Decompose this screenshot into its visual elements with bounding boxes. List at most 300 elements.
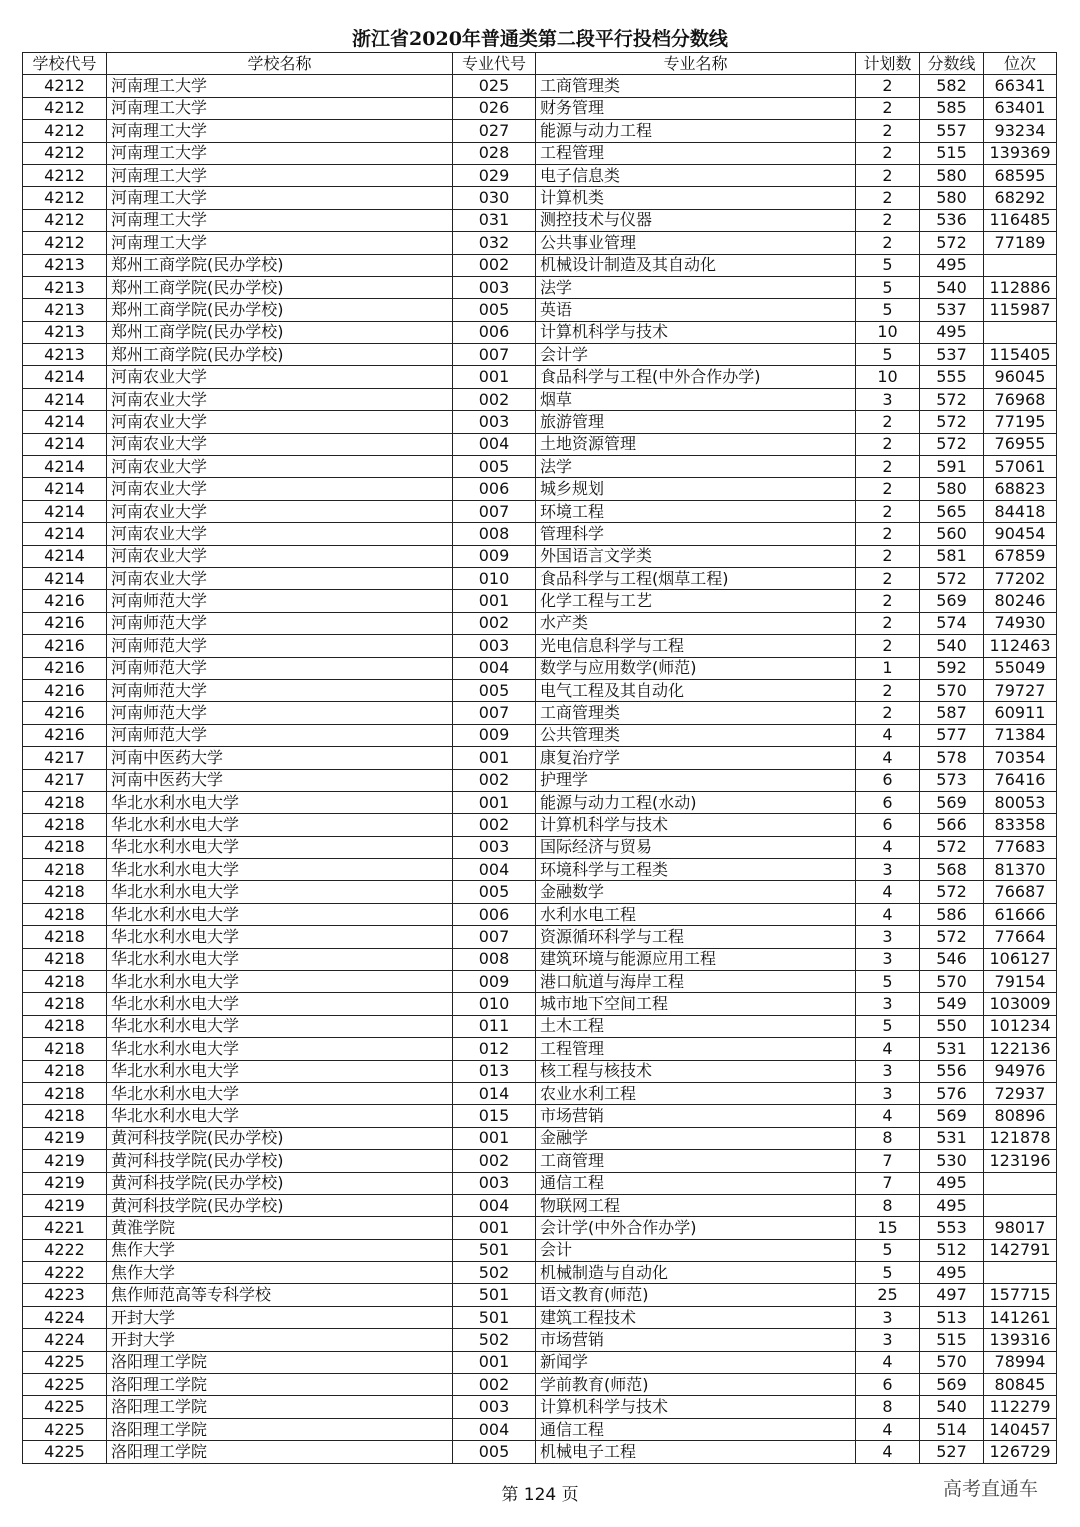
table-row — [23, 142, 1057, 164]
score-line-cell: 592 — [920, 657, 984, 679]
major-name-cell: 农业水利工程 — [536, 1082, 856, 1104]
school-name-cell: 河南理工大学 — [107, 142, 453, 164]
major-code-cell: 005 — [453, 299, 536, 321]
major-name-cell: 公共管理类 — [536, 724, 856, 746]
plan-count-cell: 3 — [856, 1329, 920, 1351]
major-code-cell: 004 — [453, 859, 536, 881]
school-code-cell: 4216 — [23, 635, 107, 657]
plan-count-cell: 3 — [856, 859, 920, 881]
rank-cell: 76416 — [984, 769, 1057, 791]
school-code-cell: 4225 — [23, 1441, 107, 1463]
brand-watermark: 高考直通车 — [943, 1478, 1039, 1500]
table-row — [23, 1150, 1057, 1172]
major-code-cell: 002 — [453, 1374, 536, 1396]
plan-count-cell: 5 — [856, 299, 920, 321]
school-name-cell: 洛阳理工学院 — [107, 1396, 453, 1418]
major-name-cell: 食品科学与工程(烟草工程) — [536, 567, 856, 589]
major-code-cell: 029 — [453, 164, 536, 186]
plan-count-cell: 4 — [856, 836, 920, 858]
school-name-cell: 河南师范大学 — [107, 590, 453, 612]
table-row — [23, 433, 1057, 455]
rank-cell: 61666 — [984, 903, 1057, 925]
table-row — [23, 1038, 1057, 1060]
rank-cell: 81370 — [984, 859, 1057, 881]
plan-count-cell: 2 — [856, 232, 920, 254]
score-line-cell: 530 — [920, 1150, 984, 1172]
school-name-cell: 黄河科技学院(民办学校) — [107, 1127, 453, 1149]
major-code-cell: 001 — [453, 1351, 536, 1373]
plan-count-cell: 3 — [856, 1306, 920, 1328]
table-row — [23, 411, 1057, 433]
school-name-cell: 华北水利水电大学 — [107, 1015, 453, 1037]
plan-count-cell: 5 — [856, 1015, 920, 1037]
table-row — [23, 1217, 1057, 1239]
score-line-cell: 553 — [920, 1217, 984, 1239]
table-row — [23, 321, 1057, 343]
score-line-cell: 572 — [920, 881, 984, 903]
school-code-cell: 4219 — [23, 1150, 107, 1172]
school-name-cell: 河南农业大学 — [107, 433, 453, 455]
major-code-cell: 006 — [453, 903, 536, 925]
school-code-cell: 4222 — [23, 1239, 107, 1261]
plan-count-cell: 5 — [856, 254, 920, 276]
score-line-cell: 591 — [920, 456, 984, 478]
major-name-cell: 土地资源管理 — [536, 433, 856, 455]
major-name-cell: 化学工程与工艺 — [536, 590, 856, 612]
table-row — [23, 1396, 1057, 1418]
rank-cell: 76968 — [984, 388, 1057, 410]
school-code-cell: 4221 — [23, 1217, 107, 1239]
rank-cell — [984, 1172, 1057, 1194]
plan-count-cell: 2 — [856, 164, 920, 186]
plan-count-cell: 4 — [856, 747, 920, 769]
major-name-cell: 通信工程 — [536, 1418, 856, 1440]
school-code-cell: 4214 — [23, 433, 107, 455]
header-major-code: 专业代号 — [453, 53, 536, 75]
school-code-cell: 4214 — [23, 411, 107, 433]
school-name-cell: 郑州工商学院(民办学校) — [107, 276, 453, 298]
major-code-cell: 006 — [453, 321, 536, 343]
school-name-cell: 华北水利水电大学 — [107, 971, 453, 993]
table-body — [23, 75, 1057, 1463]
table-row — [23, 702, 1057, 724]
table-row — [23, 1351, 1057, 1373]
major-code-cell: 005 — [453, 679, 536, 701]
score-line-cell: 546 — [920, 948, 984, 970]
school-code-cell: 4216 — [23, 702, 107, 724]
score-line-cell: 585 — [920, 97, 984, 119]
school-code-cell: 4219 — [23, 1127, 107, 1149]
plan-count-cell: 7 — [856, 1172, 920, 1194]
plan-count-cell: 2 — [856, 612, 920, 634]
major-name-cell: 康复治疗学 — [536, 747, 856, 769]
school-name-cell: 河南农业大学 — [107, 523, 453, 545]
school-code-cell: 4225 — [23, 1374, 107, 1396]
school-code-cell: 4214 — [23, 523, 107, 545]
school-name-cell: 华北水利水电大学 — [107, 881, 453, 903]
rank-cell: 63401 — [984, 97, 1057, 119]
major-code-cell: 007 — [453, 500, 536, 522]
score-line-cell: 580 — [920, 478, 984, 500]
table-row — [23, 724, 1057, 746]
major-name-cell: 法学 — [536, 276, 856, 298]
plan-count-cell: 2 — [856, 120, 920, 142]
school-code-cell: 4225 — [23, 1351, 107, 1373]
school-code-cell: 4212 — [23, 164, 107, 186]
major-code-cell: 003 — [453, 1396, 536, 1418]
rank-cell: 77202 — [984, 567, 1057, 589]
major-code-cell: 005 — [453, 456, 536, 478]
rank-cell: 139369 — [984, 142, 1057, 164]
major-name-cell: 国际经济与贸易 — [536, 836, 856, 858]
rank-cell: 123196 — [984, 1150, 1057, 1172]
rank-cell: 140457 — [984, 1418, 1057, 1440]
plan-count-cell: 5 — [856, 971, 920, 993]
table-row — [23, 881, 1057, 903]
plan-count-cell: 2 — [856, 142, 920, 164]
major-code-cell: 027 — [453, 120, 536, 142]
rank-cell: 77195 — [984, 411, 1057, 433]
rank-cell: 77189 — [984, 232, 1057, 254]
major-name-cell: 会计 — [536, 1239, 856, 1261]
score-line-cell: 570 — [920, 1351, 984, 1373]
rank-cell: 142791 — [984, 1239, 1057, 1261]
major-code-cell: 501 — [453, 1284, 536, 1306]
school-name-cell: 郑州工商学院(民办学校) — [107, 254, 453, 276]
school-code-cell: 4218 — [23, 836, 107, 858]
major-code-cell: 501 — [453, 1239, 536, 1261]
major-name-cell: 外国语言文学类 — [536, 545, 856, 567]
table-row — [23, 1127, 1057, 1149]
major-name-cell: 光电信息科学与工程 — [536, 635, 856, 657]
plan-count-cell: 2 — [856, 411, 920, 433]
table-row — [23, 1172, 1057, 1194]
plan-count-cell: 1 — [856, 657, 920, 679]
rank-cell: 121878 — [984, 1127, 1057, 1149]
school-name-cell: 华北水利水电大学 — [107, 993, 453, 1015]
plan-count-cell: 3 — [856, 948, 920, 970]
score-line-cell: 565 — [920, 500, 984, 522]
school-name-cell: 华北水利水电大学 — [107, 836, 453, 858]
major-code-cell: 004 — [453, 1418, 536, 1440]
school-name-cell: 华北水利水电大学 — [107, 1038, 453, 1060]
school-name-cell: 河南中医药大学 — [107, 747, 453, 769]
score-line-cell: 580 — [920, 187, 984, 209]
plan-count-cell: 4 — [856, 1418, 920, 1440]
major-code-cell: 005 — [453, 1441, 536, 1463]
major-code-cell: 502 — [453, 1329, 536, 1351]
major-name-cell: 城市地下空间工程 — [536, 993, 856, 1015]
plan-count-cell: 4 — [856, 724, 920, 746]
table-row — [23, 276, 1057, 298]
major-name-cell: 会计学 — [536, 344, 856, 366]
school-name-cell: 华北水利水电大学 — [107, 814, 453, 836]
major-code-cell: 003 — [453, 836, 536, 858]
score-line-cell: 572 — [920, 926, 984, 948]
school-name-cell: 河南师范大学 — [107, 724, 453, 746]
table-row — [23, 232, 1057, 254]
table-header-row — [23, 53, 1057, 75]
school-code-cell: 4218 — [23, 926, 107, 948]
rank-cell: 157715 — [984, 1284, 1057, 1306]
major-code-cell: 003 — [453, 276, 536, 298]
table-row — [23, 1060, 1057, 1082]
rank-cell: 77683 — [984, 836, 1057, 858]
table-row — [23, 1418, 1057, 1440]
major-code-cell: 028 — [453, 142, 536, 164]
school-name-cell: 洛阳理工学院 — [107, 1351, 453, 1373]
table-row — [23, 254, 1057, 276]
score-line-cell: 560 — [920, 523, 984, 545]
school-code-cell: 4219 — [23, 1172, 107, 1194]
rank-cell: 94976 — [984, 1060, 1057, 1082]
school-name-cell: 郑州工商学院(民办学校) — [107, 344, 453, 366]
school-code-cell: 4213 — [23, 254, 107, 276]
major-code-cell: 009 — [453, 545, 536, 567]
plan-count-cell: 3 — [856, 993, 920, 1015]
school-name-cell: 河南理工大学 — [107, 75, 453, 97]
school-name-cell: 河南理工大学 — [107, 232, 453, 254]
major-code-cell: 004 — [453, 657, 536, 679]
school-code-cell: 4212 — [23, 187, 107, 209]
major-name-cell: 机械设计制造及其自动化 — [536, 254, 856, 276]
rank-cell: 66341 — [984, 75, 1057, 97]
major-name-cell: 计算机科学与技术 — [536, 1396, 856, 1418]
page-number: 第 124 页 — [501, 1485, 579, 1505]
major-name-cell: 市场营销 — [536, 1105, 856, 1127]
school-code-cell: 4213 — [23, 344, 107, 366]
major-code-cell: 002 — [453, 1150, 536, 1172]
table-row — [23, 1262, 1057, 1284]
school-name-cell: 河南农业大学 — [107, 456, 453, 478]
school-code-cell: 4214 — [23, 366, 107, 388]
school-code-cell: 4213 — [23, 276, 107, 298]
score-line-cell: 495 — [920, 1172, 984, 1194]
major-code-cell: 002 — [453, 814, 536, 836]
table-row — [23, 75, 1057, 97]
major-code-cell: 006 — [453, 478, 536, 500]
plan-count-cell: 4 — [856, 1351, 920, 1373]
major-name-cell: 法学 — [536, 456, 856, 478]
plan-count-cell: 2 — [856, 209, 920, 231]
major-name-cell: 护理学 — [536, 769, 856, 791]
major-name-cell: 会计学(中外合作办学) — [536, 1217, 856, 1239]
table-row — [23, 299, 1057, 321]
table-row — [23, 1194, 1057, 1216]
major-code-cell: 001 — [453, 590, 536, 612]
rank-cell: 112279 — [984, 1396, 1057, 1418]
school-name-cell: 焦作师范高等专科学校 — [107, 1284, 453, 1306]
table-row — [23, 926, 1057, 948]
rank-cell: 71384 — [984, 724, 1057, 746]
school-code-cell: 4216 — [23, 590, 107, 612]
school-name-cell: 开封大学 — [107, 1306, 453, 1328]
plan-count-cell: 4 — [856, 903, 920, 925]
school-name-cell: 河南农业大学 — [107, 545, 453, 567]
school-name-cell: 河南师范大学 — [107, 612, 453, 634]
plan-count-cell: 4 — [856, 1038, 920, 1060]
table-row — [23, 791, 1057, 813]
major-name-cell: 城乡规划 — [536, 478, 856, 500]
score-line-cell: 540 — [920, 276, 984, 298]
school-name-cell: 河南师范大学 — [107, 657, 453, 679]
plan-count-cell: 4 — [856, 1441, 920, 1463]
rank-cell: 80896 — [984, 1105, 1057, 1127]
major-name-cell: 管理科学 — [536, 523, 856, 545]
plan-count-cell: 4 — [856, 1105, 920, 1127]
rank-cell: 98017 — [984, 1217, 1057, 1239]
plan-count-cell: 8 — [856, 1127, 920, 1149]
school-code-cell: 4214 — [23, 478, 107, 500]
score-line-cell: 570 — [920, 679, 984, 701]
major-name-cell: 工商管理类 — [536, 75, 856, 97]
school-name-cell: 河南师范大学 — [107, 635, 453, 657]
major-name-cell: 市场营销 — [536, 1329, 856, 1351]
score-line-cell: 536 — [920, 209, 984, 231]
major-code-cell: 001 — [453, 791, 536, 813]
table-row — [23, 657, 1057, 679]
school-name-cell: 河南师范大学 — [107, 679, 453, 701]
rank-cell: 79727 — [984, 679, 1057, 701]
rank-cell — [984, 1262, 1057, 1284]
table-row — [23, 590, 1057, 612]
school-name-cell: 华北水利水电大学 — [107, 1060, 453, 1082]
rank-cell: 78994 — [984, 1351, 1057, 1373]
school-code-cell: 4217 — [23, 747, 107, 769]
school-code-cell: 4218 — [23, 814, 107, 836]
school-name-cell: 河南农业大学 — [107, 478, 453, 500]
school-code-cell: 4218 — [23, 993, 107, 1015]
score-line-cell: 514 — [920, 1418, 984, 1440]
school-code-cell: 4213 — [23, 299, 107, 321]
major-code-cell: 008 — [453, 523, 536, 545]
major-code-cell: 502 — [453, 1262, 536, 1284]
rank-cell: 67859 — [984, 545, 1057, 567]
table-row — [23, 120, 1057, 142]
table-row — [23, 545, 1057, 567]
score-line-cell: 581 — [920, 545, 984, 567]
major-name-cell: 电子信息类 — [536, 164, 856, 186]
school-name-cell: 河南理工大学 — [107, 209, 453, 231]
plan-count-cell: 2 — [856, 97, 920, 119]
major-name-cell: 烟草 — [536, 388, 856, 410]
school-name-cell: 河南农业大学 — [107, 388, 453, 410]
score-line-cell: 572 — [920, 232, 984, 254]
table-row — [23, 388, 1057, 410]
rank-cell: 101234 — [984, 1015, 1057, 1037]
rank-cell: 115987 — [984, 299, 1057, 321]
major-code-cell: 012 — [453, 1038, 536, 1060]
score-line-cell: 572 — [920, 433, 984, 455]
score-line-cell: 569 — [920, 590, 984, 612]
plan-count-cell: 6 — [856, 814, 920, 836]
table-row — [23, 903, 1057, 925]
plan-count-cell: 3 — [856, 1060, 920, 1082]
major-code-cell: 008 — [453, 948, 536, 970]
table-row — [23, 97, 1057, 119]
major-name-cell: 语文教育(师范) — [536, 1284, 856, 1306]
plan-count-cell: 15 — [856, 1217, 920, 1239]
major-name-cell: 建筑环境与能源应用工程 — [536, 948, 856, 970]
major-code-cell: 009 — [453, 971, 536, 993]
school-name-cell: 华北水利水电大学 — [107, 903, 453, 925]
school-code-cell: 4212 — [23, 232, 107, 254]
score-line-cell: 513 — [920, 1306, 984, 1328]
school-code-cell: 4218 — [23, 971, 107, 993]
rank-cell: 90454 — [984, 523, 1057, 545]
school-name-cell: 焦作大学 — [107, 1239, 453, 1261]
school-name-cell: 华北水利水电大学 — [107, 948, 453, 970]
rank-cell: 76687 — [984, 881, 1057, 903]
plan-count-cell: 5 — [856, 276, 920, 298]
rank-cell: 93234 — [984, 120, 1057, 142]
score-line-cell: 531 — [920, 1038, 984, 1060]
plan-count-cell: 3 — [856, 1082, 920, 1104]
plan-count-cell: 2 — [856, 433, 920, 455]
score-line-cell: 495 — [920, 1262, 984, 1284]
score-line-cell: 537 — [920, 299, 984, 321]
score-line-cell: 582 — [920, 75, 984, 97]
school-code-cell: 4218 — [23, 948, 107, 970]
school-code-cell: 4214 — [23, 456, 107, 478]
major-code-cell: 031 — [453, 209, 536, 231]
major-code-cell: 003 — [453, 1172, 536, 1194]
table-row — [23, 769, 1057, 791]
major-name-cell: 电气工程及其自动化 — [536, 679, 856, 701]
school-code-cell: 4218 — [23, 791, 107, 813]
table-row — [23, 948, 1057, 970]
score-line-cell: 569 — [920, 1374, 984, 1396]
major-name-cell: 机械电子工程 — [536, 1441, 856, 1463]
school-code-cell: 4212 — [23, 120, 107, 142]
score-line-cell: 515 — [920, 1329, 984, 1351]
rank-cell: 74930 — [984, 612, 1057, 634]
school-name-cell: 洛阳理工学院 — [107, 1418, 453, 1440]
major-name-cell: 通信工程 — [536, 1172, 856, 1194]
major-code-cell: 013 — [453, 1060, 536, 1082]
rank-cell: 115405 — [984, 344, 1057, 366]
major-code-cell: 001 — [453, 747, 536, 769]
school-name-cell: 河南师范大学 — [107, 702, 453, 724]
major-code-cell: 026 — [453, 97, 536, 119]
school-code-cell: 4223 — [23, 1284, 107, 1306]
school-name-cell: 河南理工大学 — [107, 97, 453, 119]
school-name-cell: 河南中医药大学 — [107, 769, 453, 791]
rank-cell: 72937 — [984, 1082, 1057, 1104]
school-code-cell: 4212 — [23, 142, 107, 164]
plan-count-cell: 2 — [856, 679, 920, 701]
major-code-cell: 001 — [453, 1217, 536, 1239]
school-name-cell: 洛阳理工学院 — [107, 1374, 453, 1396]
table-row — [23, 187, 1057, 209]
table-row — [23, 164, 1057, 186]
score-line-cell: 576 — [920, 1082, 984, 1104]
major-code-cell: 014 — [453, 1082, 536, 1104]
rank-cell — [984, 1194, 1057, 1216]
table-row — [23, 635, 1057, 657]
plan-count-cell: 2 — [856, 523, 920, 545]
major-name-cell: 公共事业管理 — [536, 232, 856, 254]
table-row — [23, 836, 1057, 858]
plan-count-cell: 7 — [856, 1150, 920, 1172]
major-name-cell: 资源循环科学与工程 — [536, 926, 856, 948]
school-code-cell: 4212 — [23, 209, 107, 231]
table-row — [23, 366, 1057, 388]
school-code-cell: 4214 — [23, 567, 107, 589]
table-row — [23, 859, 1057, 881]
major-name-cell: 水利水电工程 — [536, 903, 856, 925]
plan-count-cell: 3 — [856, 388, 920, 410]
